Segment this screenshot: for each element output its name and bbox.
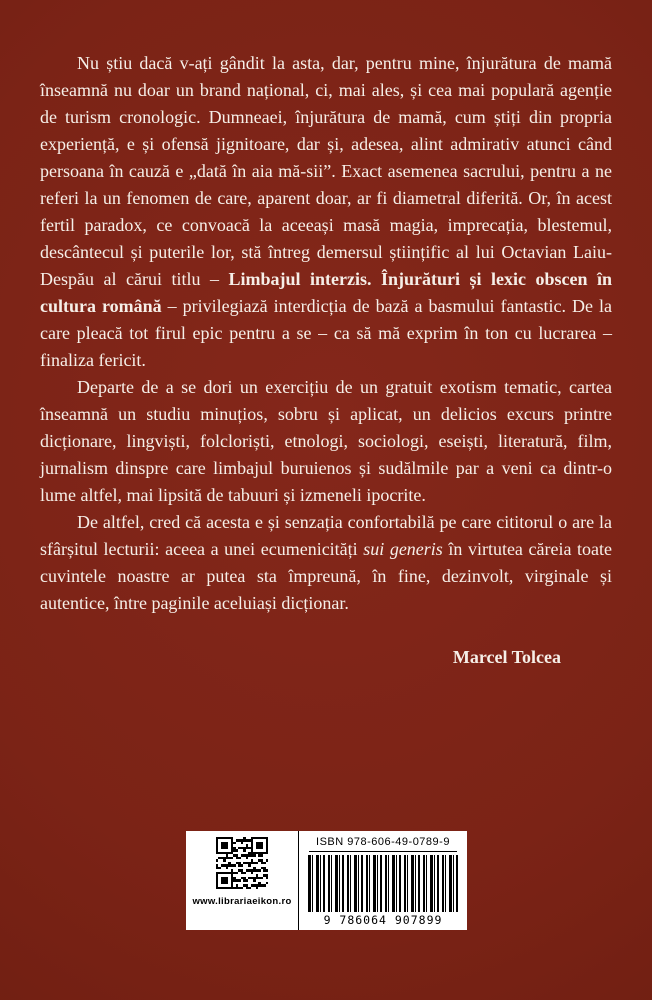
blurb-paragraph-3	[40, 509, 612, 617]
blurb-paragraph-1	[40, 50, 612, 374]
paragraph-text: în virtutea căreia toate cuvintele noastre ar putea sta împreună, în fine, dezinvolt, virginale și autentice, între paginile aceluiași dicționar.	[40, 539, 612, 613]
ean-section	[299, 831, 467, 930]
ean-barcode-icon	[308, 855, 458, 912]
paragraph-text: Nu știu dacă v-ați gândit la asta, dar, pentru mine, înjurătura de mamă înseamnă nu doar un brand național, ci, mai ales, și cea mai populară agenție de turism cronologic. Dumneaei, înjurătura de mamă, cum știți din propria experiență, e și ofensă jignitoare, dar și, adesea, alint admirativ atunci când persoana în cauză e „dată în aia mă-sii”. Exact asemenea sacrului, pentru a ne referi la un fenomen de care, aparent doar, ar fi diametral diferită. Or, în acest fertil paradox, ce convoacă la aceeași masă magia, imprecația, blestemul, descântecul și puterile lor, stă întreg demersul științific al lui Octavian Laiu-Despău al cărui titlu –	[40, 53, 612, 289]
paragraph-text: – privilegiază interdicția de bază a basmului fantastic. De la care pleacă tot firul epic pentru a se – ca să mă exprim în ton cu lucrarea – finaliza fericit.	[40, 296, 612, 370]
author-signature: Marcel Tolcea	[452, 647, 561, 667]
qr-code-icon	[216, 837, 268, 889]
qr-section	[186, 831, 298, 930]
paragraph-text: De altfel, cred că acesta e și senzația confortabilă pe care cititorul o are la sfârșitul lecturii: aceea a unei ecumenicități	[40, 512, 612, 559]
ean-digits: 9 786064 907899	[323, 913, 443, 927]
blurb-paragraph-2	[40, 374, 612, 509]
publisher-website: www.librariaeikon.ro	[192, 896, 292, 907]
isbn-label: ISBN 978-606-49-0789-9	[309, 836, 457, 852]
blurb-text	[40, 50, 612, 671]
book-title-bold: Limbajul interzis. Înjurături și lexic obscen în cultura română	[40, 269, 612, 316]
latin-phrase-italic: sui generis	[363, 539, 443, 559]
paragraph-text: Departe de a se dori un exercițiu de un gratuit exotism tematic, cartea înseamnă un studiu minuțios, sobru și aplicat, un delicios excurs printre dicționare, lingviști, folcloriști, etnologi, sociologi, eseiști, literatură, film, jurnalism dinspre care limbajul buruienos și sudălmile par a veni ca dintr-o lume altfel, mai lipsită de tabuuri și izmeneli ipocrite.	[40, 377, 612, 505]
barcode-panel	[186, 831, 467, 930]
